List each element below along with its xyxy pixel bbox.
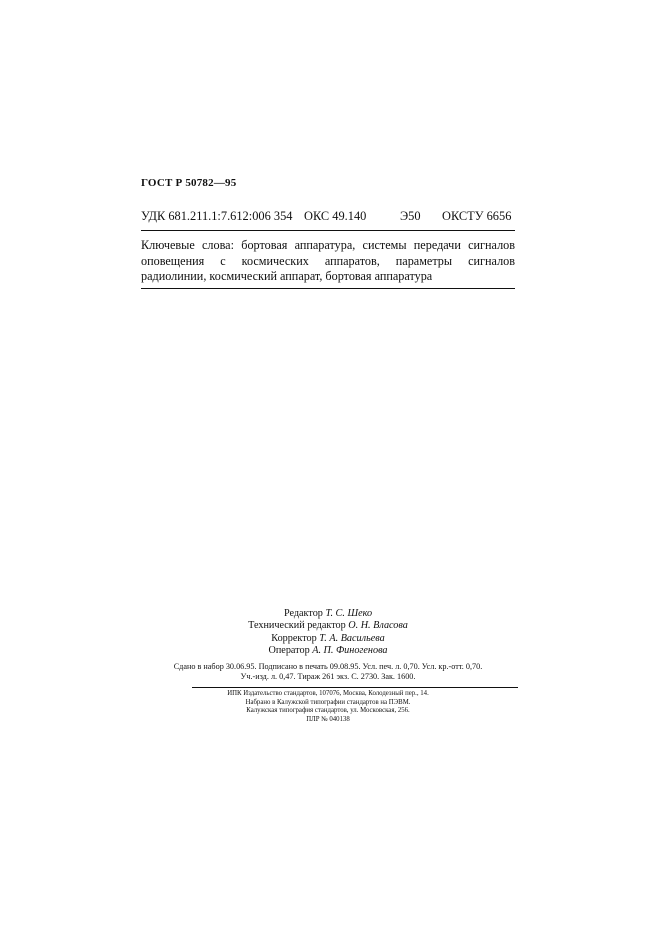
- divider-top: [141, 230, 515, 231]
- group-code: Э50: [400, 209, 421, 223]
- credit-person: Т. С. Шеко: [325, 608, 373, 619]
- divider-publisher: [192, 687, 518, 688]
- keywords-paragraph: [141, 238, 515, 285]
- publisher-line: Набрано в Калужской типографии стандартов на ПЭВМ.: [245, 698, 411, 706]
- credit-operator: [141, 645, 515, 657]
- credit-role: Редактор: [283, 608, 323, 619]
- credit-person: О. Н. Власова: [348, 620, 408, 632]
- credit-role: Технический редактор: [248, 620, 346, 632]
- divider-keywords: [141, 288, 515, 289]
- publisher-info: [141, 690, 515, 724]
- okstu-code: ОКСТУ 6656: [442, 209, 512, 223]
- publisher-line: ПЛР № 040138: [306, 715, 350, 723]
- credit-editor: [141, 608, 515, 620]
- print-info-line: Сдано в набор 30.06.95. Подписано в печать 09.08.95. Усл. печ. л. 0,70. Усл. кр.-отт. 0,70.: [173, 662, 483, 671]
- credits-block: [141, 608, 515, 658]
- credit-role: Оператор: [268, 645, 310, 657]
- keywords-line: оповещения с космических аппаратов, параметры сигналов: [141, 253, 515, 268]
- keywords-line: радиолинии, космический аппарат, бортовая аппаратура: [141, 269, 433, 283]
- keywords-line: Ключевые слова: бортовая аппаратура, системы передачи сигналов: [141, 238, 515, 252]
- print-info: [141, 662, 515, 683]
- credit-tech-editor: [141, 620, 515, 632]
- print-info-line: Уч.-изд. л. 0,47. Тираж 261 экз. С. 2730. Зак. 1600.: [240, 672, 416, 682]
- oks-code: ОКС 49.140: [304, 209, 367, 223]
- publisher-line: Калужская типография стандартов, ул. Московская, 256.: [246, 707, 410, 715]
- credit-proofreader: [141, 633, 515, 645]
- credit-role: Корректор: [271, 632, 317, 644]
- udk-code: УДК 681.211.1:7.612:006 354: [141, 209, 293, 223]
- credit-person: Т. А. Васильева: [319, 632, 385, 644]
- publisher-line: ИПК Издательство стандартов, 107076, Москва, Колодезный пер., 14.: [227, 690, 429, 697]
- credit-person: А. П. Финогенова: [312, 645, 388, 657]
- document-code: ГОСТ Р 50782—95: [141, 177, 237, 189]
